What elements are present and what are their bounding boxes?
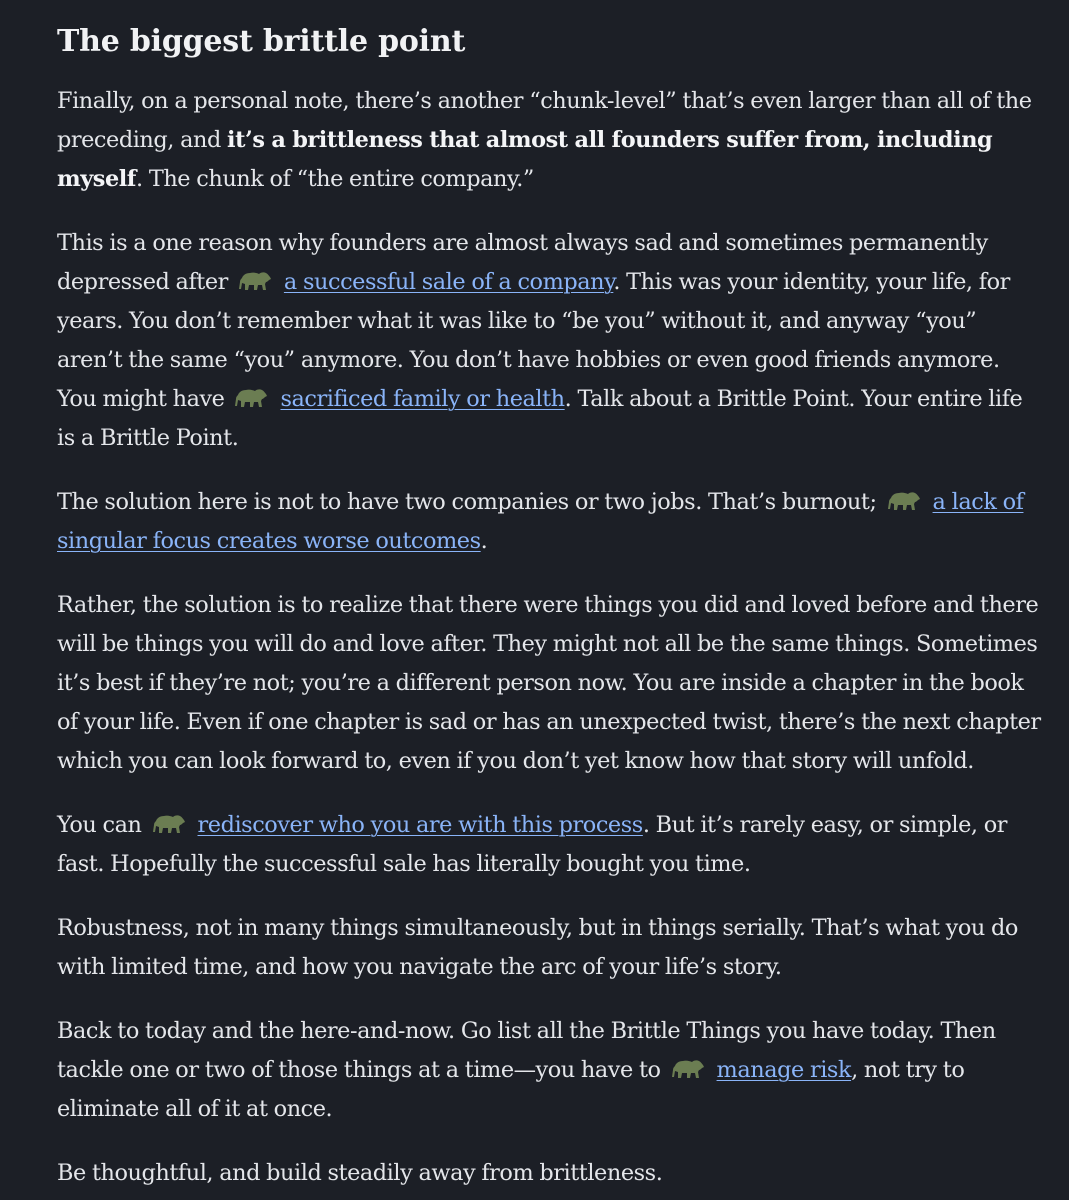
paragraph-text: . — [480, 528, 488, 554]
paragraph-8: Be thoughtful, and build steadily away from brittleness. — [57, 1160, 663, 1186]
paragraph-text: . But it’s rarely easy, or simple, or fast. Hopefully the successful sale has literally bought you time. — [57, 812, 1008, 877]
bear-icon[interactable] — [234, 387, 268, 409]
paragraph-6: Robustness, not in many things simultaneously, but in things serially. That’s what you do with limited time, and how you navigate the arc of your life’s story. — [57, 915, 1018, 980]
paragraph-2 — [57, 224, 1041, 458]
link-manage-risk[interactable]: manage risk — [716, 1057, 852, 1083]
paragraph-text: The solution here is not to have two companies or two jobs. That’s burnout; — [57, 489, 877, 515]
paragraph-1 — [57, 82, 1041, 199]
section-heading: The biggest brittle point — [57, 24, 466, 59]
link-successful-sale[interactable]: a successful sale of a company — [283, 269, 614, 295]
link-singular-focus[interactable]: a lack of singular focus creates worse outcomes — [57, 489, 1024, 554]
paragraph-7 — [57, 1012, 1041, 1129]
paragraph-text: . Talk about a Brittle Point. Your entire life is a Brittle Point. — [57, 386, 1023, 451]
paragraph-4: Rather, the solution is to realize that there were things you did and loved before and there will be things you will do and love after. They might not all be the same things. Sometimes it’s best if they’re not; you’re a different person now. You are inside a chapter in the book of your life. Even if one chapter is sad or has an unexpected twist, there’s the next chapter which you can look forward to, even if you don’t yet know how that story will unfold. — [57, 592, 1041, 774]
paragraph-text: This is a one reason why founders are almost always sad and sometimes permanently depressed after — [57, 230, 988, 295]
bear-icon[interactable] — [238, 270, 272, 292]
paragraph-text: Back to today and the here-and-now. Go list all the Brittle Things you have today. Then tackle one or two of those things at a time—you have to — [57, 1018, 996, 1083]
paragraph-text: , not try to eliminate all of it at once. — [57, 1057, 965, 1122]
bear-icon[interactable] — [887, 490, 921, 512]
bold-text: it’s a brittleness that almost all founders suffer from, including myself — [57, 127, 993, 192]
bear-icon[interactable] — [152, 813, 186, 835]
link-rediscover[interactable]: rediscover who you are with this process — [197, 812, 643, 838]
link-sacrificed-family[interactable]: sacrificed family or health — [280, 386, 565, 412]
bear-icon[interactable] — [671, 1058, 705, 1080]
paragraph-text: . The chunk of “the entire company.” — [136, 166, 534, 192]
paragraph-3 — [57, 483, 1041, 561]
paragraph-text: Finally, on a personal note, there’s another “chunk-level” that’s even larger than all of the preceding, and — [57, 88, 1032, 153]
paragraph-5 — [57, 806, 1041, 884]
paragraph-text: You can — [57, 812, 142, 838]
paragraph-text: . This was your identity, your life, for years. You don’t remember what it was like to “be you” without it, and anyway “you” aren’t the same “you” anymore. You don’t have hobbies or even good friends anymore. You might have — [57, 269, 1010, 412]
